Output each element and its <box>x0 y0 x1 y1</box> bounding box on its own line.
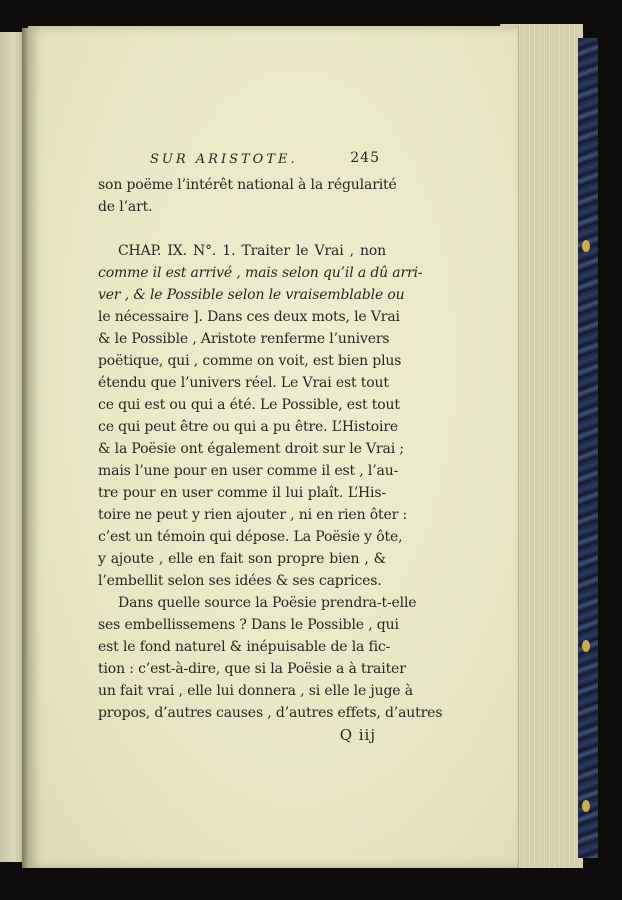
text-line: tre pour en user comme il lui plaît. L’His- <box>98 485 386 501</box>
chapter-note-heading-line: CHAP. IX. N°. 1. Traiter le Vrai , non <box>118 243 386 259</box>
paragraph-chapter-note <box>98 240 423 592</box>
quoted-text-line: ver , & le Possible selon le vraisemblable ou <box>98 287 405 303</box>
text-line: étendu que l’univers réel. Le Vrai est tout <box>98 375 389 391</box>
text-line: de l’art. <box>98 199 153 215</box>
signature-mark <box>98 724 386 748</box>
text-line: l’embellit selon ses idées & ses caprices. <box>98 573 382 589</box>
running-head-title: SUR ARISTOTE. <box>150 152 298 167</box>
cover-marbling-spot <box>582 800 590 812</box>
text-line: mais l’une pour en user comme il est , l’au- <box>98 463 399 479</box>
paragraph-end-previous <box>98 174 397 218</box>
text-line: c’est un témoin qui dépose. La Poësie y ôte, <box>98 529 403 545</box>
text-line: & le Possible , Aristote renferme l’univers <box>98 331 390 347</box>
text-line: poëtique, qui , comme on voit, est bien plus <box>98 353 402 369</box>
running-head <box>98 150 386 172</box>
text-line: Dans quelle source la Poësie prendra-t-elle <box>118 595 417 611</box>
text-line: ce qui peut être ou qui a pu être. L’Histoire <box>98 419 398 435</box>
text-line: est le fond naturel & inépuisable de la fic- <box>98 639 391 655</box>
text-line: le nécessaire ]. Dans ces deux mots, le Vrai <box>98 309 400 325</box>
cover-marbling-spot <box>582 240 590 252</box>
paragraph-gap <box>98 218 386 240</box>
text-block <box>98 150 443 748</box>
text-line: propos, d’autres causes , d’autres effets, d’autres <box>98 705 443 721</box>
text-line: & la Poësie ont également droit sur le Vrai ; <box>98 441 404 457</box>
paragraph-possible <box>98 592 443 724</box>
quoted-text-line: comme il est arrivé , mais selon qu’il a dû arri- <box>98 265 423 281</box>
text-line: ses embellissemens ? Dans le Possible , qui <box>98 617 399 633</box>
cover-marbling-spot <box>582 640 590 652</box>
marbled-cover <box>578 38 598 858</box>
text-line: toire ne peut y rien ajouter , ni en rien ôter : <box>98 507 408 523</box>
text-line: y ajoute , elle en fait son propre bien , & <box>98 551 386 567</box>
page-number: 245 <box>350 150 380 166</box>
text-line: tion : c’est-à-dire, que si la Poësie a à traiter <box>98 661 406 677</box>
text-line: un fait vrai , elle lui donnera , si elle le juge à <box>98 683 413 699</box>
signature-text: Q iij <box>339 726 376 744</box>
text-line: son poëme l’intérêt national à la régularité <box>98 177 397 193</box>
text-line: ce qui est ou qui a été. Le Possible, est tout <box>98 397 400 413</box>
